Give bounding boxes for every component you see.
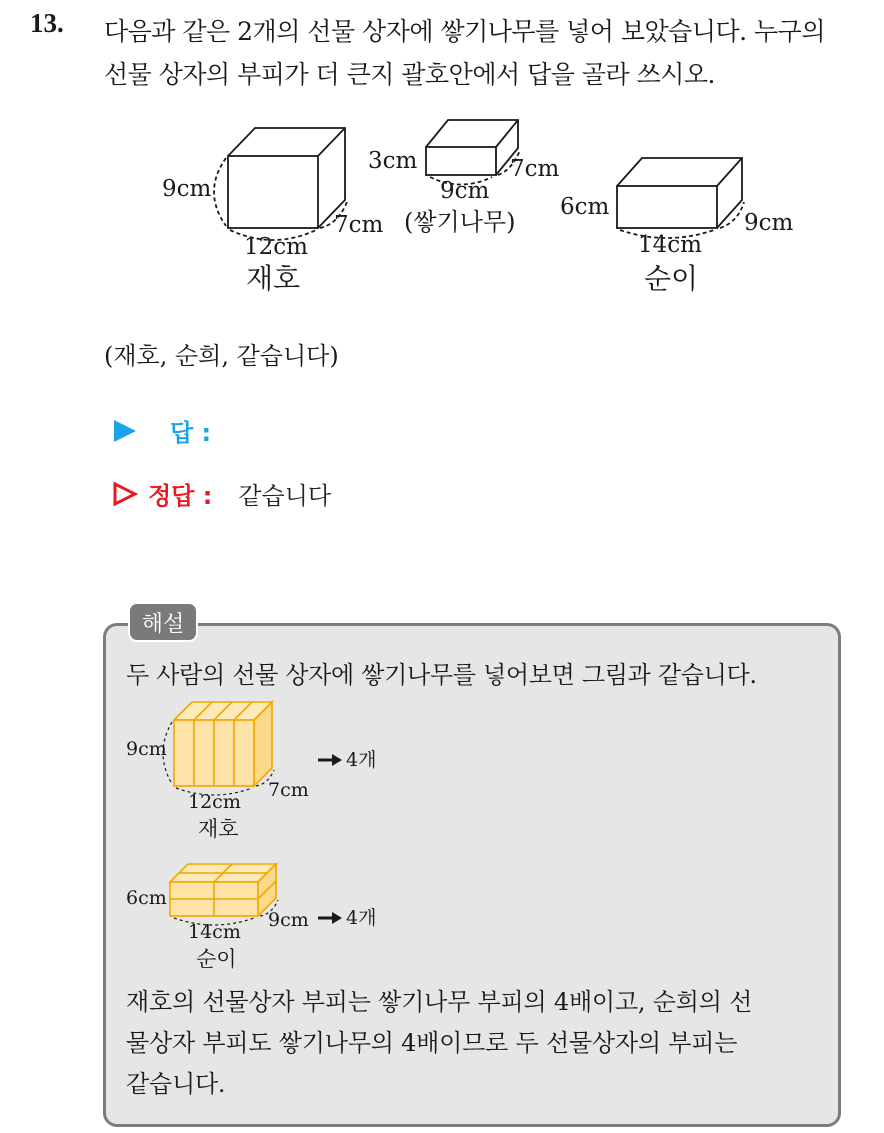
correct-answer-label: 정답 : (148, 482, 213, 510)
suni-width-label: 14cm (638, 232, 702, 258)
exp-suni-name: 순이 (196, 947, 237, 971)
jaeho-box (214, 128, 347, 240)
suni-block-stack (170, 864, 276, 916)
correct-answer-row (112, 476, 331, 511)
block-height-label: 3cm (368, 148, 418, 174)
outline-triangle-icon (112, 481, 138, 507)
block-width-label: 9cm (440, 178, 490, 204)
block-depth-label: 7cm (510, 156, 560, 182)
exp-suni-width-label: 14cm (188, 921, 241, 943)
exp-suni-result: 4개 (346, 907, 377, 929)
question-figure (150, 112, 810, 302)
suni-box (617, 158, 744, 238)
suni-name: 순이 (644, 262, 699, 295)
exp-jaeho-depth-label: 7cm (268, 779, 309, 801)
jaeho-width-label: 12cm (244, 234, 308, 260)
answer-label: 답 : (170, 419, 212, 447)
exp-jaeho-name: 재호 (198, 817, 239, 841)
explanation-conclusion (126, 982, 831, 1105)
exp-suni-height-label: 6cm (126, 887, 167, 909)
explanation-intro: 두 사람의 선물 상자에 쌓기나무를 넣어보면 그림과 같습니다. (126, 661, 757, 689)
exp-suni-depth-label: 9cm (268, 909, 309, 931)
conclusion-line-3: 같습니다. (126, 1070, 226, 1098)
jaeho-height-label: 9cm (162, 176, 212, 202)
conclusion-line-1: 재호의 선물상자 부피는 쌓기나무 부피의 4배이고, 순희의 선 (126, 988, 753, 1016)
block-box (426, 120, 520, 185)
exp-jaeho-width-label: 12cm (188, 791, 241, 813)
right-arrow-icon (318, 912, 342, 924)
answer-row (112, 413, 237, 448)
answer-choices: (재호, 순희, 같습니다) (104, 342, 339, 370)
right-arrow-icon (318, 754, 342, 766)
question-line-1: 다음과 같은 2개의 선물 상자에 쌓기나무를 넣어 보았습니다. 누구의 (104, 17, 825, 46)
explanation-tag: 해설 (128, 602, 198, 642)
block-name: (쌓기나무) (404, 208, 516, 236)
suni-depth-label: 9cm (744, 210, 794, 236)
question-number: 13. (30, 8, 64, 38)
jaeho-name: 재호 (246, 262, 301, 295)
question-text (104, 10, 864, 96)
question-line-2: 선물 상자의 부피가 더 큰지 괄호안에서 답을 골라 쓰시오. (104, 60, 715, 89)
play-triangle-icon (112, 418, 138, 444)
exp-jaeho-result: 4개 (346, 749, 377, 771)
jaeho-depth-label: 7cm (334, 212, 384, 238)
jaeho-block-stack (174, 702, 272, 786)
conclusion-line-2: 물상자 부피도 쌓기나무의 4배이므로 두 선물상자의 부피는 (126, 1029, 738, 1057)
exp-jaeho-height-label: 9cm (126, 738, 167, 760)
explanation-figure (118, 698, 418, 978)
correct-answer-value: 같습니다 (238, 482, 332, 510)
suni-height-label: 6cm (560, 194, 610, 220)
